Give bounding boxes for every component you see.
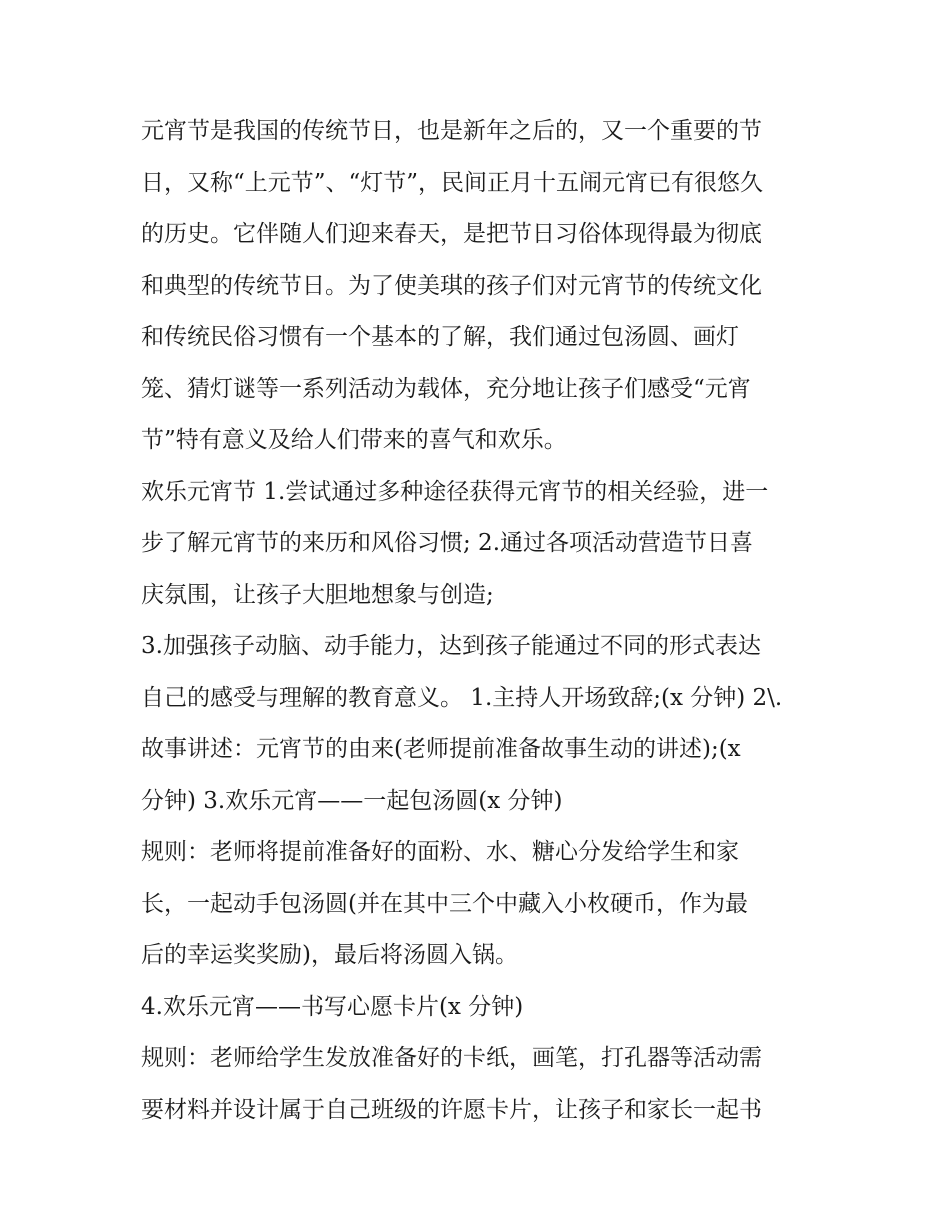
text-line: 规则：老师将提前准备好的面粉、水、糖心分发给学生和家 (141, 839, 739, 865)
text-line: 后的幸运奖奖励)，最后将汤圆入锅。 (141, 942, 518, 968)
text-line: 欢乐元宵节 1.尝试通过多种途径获得元宵节的相关经验，进一 (141, 478, 769, 505)
text-line: 故事讲述：元宵节的由来(老师提前准备故事生动的讲述);(x (141, 736, 741, 762)
document-body (141, 106, 821, 1136)
text-line: 分钟) 3.欢乐元宵——一起包汤圆(x 分钟) (141, 787, 563, 814)
text-line: 规则：老师给学生发放准备好的卡纸，画笔，打孔器等活动需 (141, 1045, 762, 1071)
text-line: 长，一起动手包汤圆(并在其中三个中藏入小枚硬币，作为最 (141, 890, 748, 917)
text-line: 庆氛围，让孩子大胆地想象与创造; (141, 581, 494, 608)
text-line: 4.欢乐元宵——书写心愿卡片(x 分钟) (141, 993, 524, 1020)
text-line: 和典型的传统节日。为了使美琪的孩子们对元宵节的传统文化 (141, 272, 762, 299)
text-line: 笼、猜灯谜等一系列活动为载体，充分地让孩子们感受“元宵 (141, 375, 751, 402)
text-line: 3.加强孩子动脑、动手能力，达到孩子能通过不同的形式表达 (141, 633, 761, 659)
text-line: 节”特有意义及给人们带来的喜气和欢乐。 (141, 427, 567, 453)
text-line: 和传统民俗习惯有一个基本的了解，我们通过包汤圆、画灯 (141, 324, 739, 350)
text-line: 日，又称“上元节”、“灯节”，民间正月十五闹元宵已有很悠久 (141, 169, 764, 196)
text-line: 自己的感受与理解的教育意义。 1.主持人开场致辞;(x 分钟) 2\. (141, 684, 783, 711)
text-line: 步了解元宵节的来历和风俗习惯; 2.通过各项活动营造节日喜 (141, 530, 754, 556)
text-line: 要材料并设计属于自己班级的许愿卡片，让孩子和家长一起书 (141, 1096, 762, 1123)
text-line: 元宵节是我国的传统节日，也是新年之后的，又一个重要的节 (141, 118, 762, 144)
text-line: 的历史。它伴随人们迎来春天，是把节日习俗体现得最为彻底 (141, 221, 762, 247)
